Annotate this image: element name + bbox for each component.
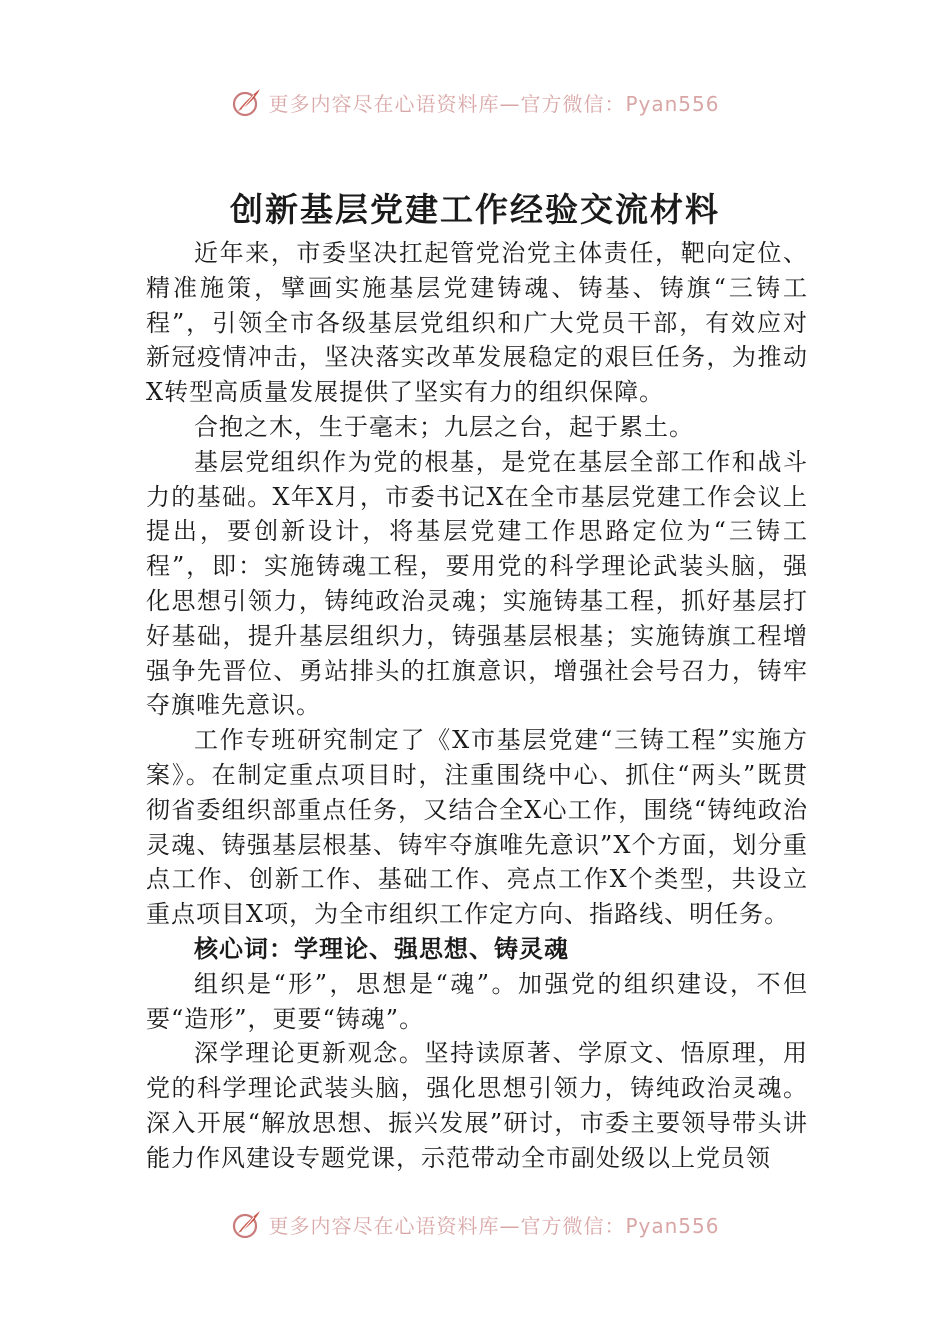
header-watermark-banner <box>0 82 950 122</box>
footer-watermark-banner <box>0 1204 950 1244</box>
section-heading-keywords: 核心词：学理论、强思想、铸灵魂 <box>194 933 569 963</box>
paragraph-proverb: 合抱之木，生于毫末；九层之台，起于累土。 <box>194 412 694 441</box>
document-body <box>146 236 808 1176</box>
banner-text: 更多内容尽在心语资料库—官方微信：Pyan556 <box>268 91 720 116</box>
document-title: 创新基层党建工作经验交流材料 <box>230 190 720 229</box>
paragraph-plan: 工作专班研究制定了《X市基层党建“三铸工程”实施方案》。在制定重点项目时，注重围绕中心、抓住“两头”既贯彻省委组织部重点任务，又结合全X心工作，围绕“铸纯政治灵魂、铸强基层根基、铸牢夺旗唯先意识”X个方面，划分重点工作、创新工作、基础工作、亮点工作X个类型，共设立重点项目X项，为全市组织工作定方向、指路线、明任务。 <box>146 726 808 929</box>
paragraph-form-soul: 组织是“形”，思想是“魂”。加强党的组织建设，不但要“造形”，更要“铸魂”。 <box>146 969 808 1033</box>
quill-pen-logo-icon <box>230 1207 264 1241</box>
banner-text: 更多内容尽在心语资料库—官方微信：Pyan556 <box>268 1213 720 1238</box>
paragraph-theory-study: 深学理论更新观念。坚持读原著、学原文、悟原理，用党的科学理论武装头脑，强化思想引领力，铸纯政治灵魂。深入开展“解放思想、振兴发展”研讨，市委主要领导带头讲能力作风建设专题党课，示范带动全市副处级以上党员领 <box>146 1039 808 1172</box>
paragraph-intro: 近年来，市委坚决扛起管党治党主体责任，靶向定位、精准施策，擘画实施基层党建铸魂、铸基、铸旗“三铸工程”，引领全市各级基层党组织和广大党员干部，有效应对新冠疫情冲击，坚决落实改革发展稳定的艰巨任务，为推动X转型高质量发展提供了坚实有力的组织保障。 <box>146 239 808 407</box>
quill-pen-logo-icon <box>230 85 264 119</box>
paragraph-foundation: 基层党组织作为党的根基，是党在基层全部工作和战斗力的基础。X年X月，市委书记X在全市基层党建工作会议上提出，要创新设计，将基层党建工作思路定位为“三铸工程”，即：实施铸魂工程，要用党的科学理论武装头脑，强化思想引领力，铸纯政治灵魂；实施铸基工程，抓好基层打好基础，提升基层组织力，铸强基层根基；实施铸旗工程增强争先晋位、勇站排头的扛旗意识，增强社会号召力，铸牢夺旗唯先意识。 <box>146 447 808 720</box>
